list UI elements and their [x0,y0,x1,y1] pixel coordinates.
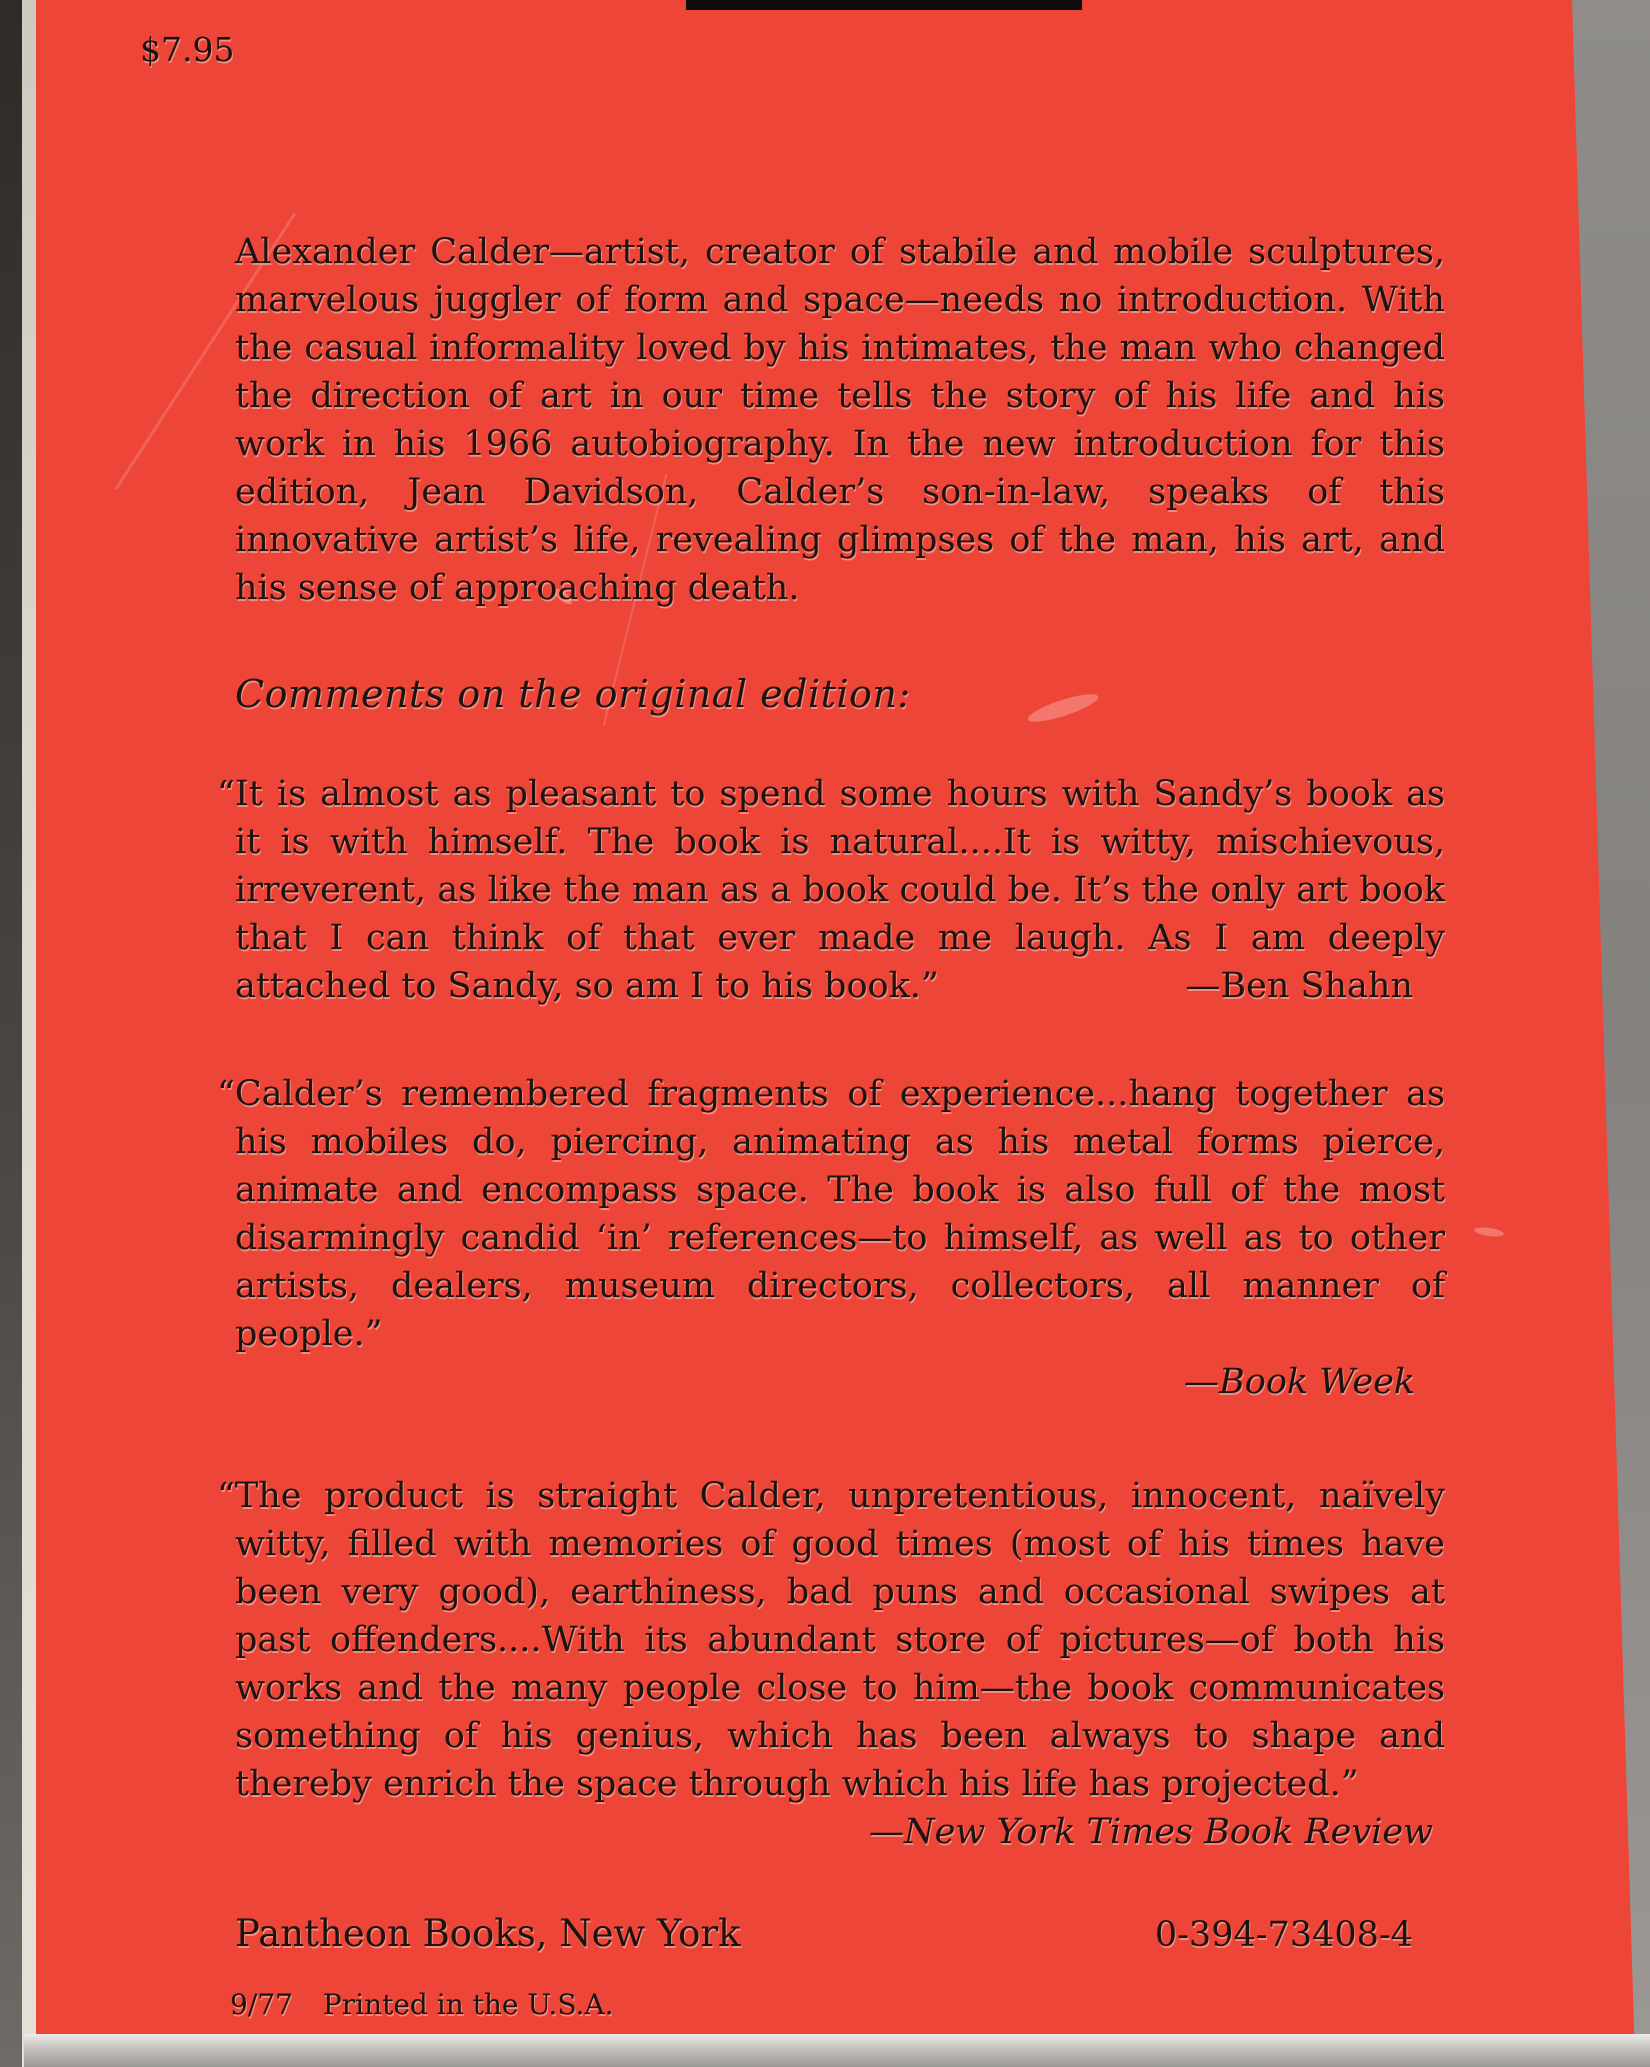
quote-attribution: —Ben Shahn [1185,966,1413,1006]
scanner-edge-shadow [0,0,24,2067]
publisher-line: Pantheon Books, New York [235,1912,741,1955]
printing-line [230,1988,614,2021]
intro-paragraph: Alexander Calder—artist, creator of stabile and mobile sculptures, marvelous juggler of form and space—needs no introduction. With the casual informality loved by his intimates, the man who changed the direction of art in our time tells the story of his life and his work in his 1966 autobiography. In the new introduction for this edition, Jean Davidson, Calder’s son-in-law, speaks of this innovative artist’s life, revealing glimpses of the man, his art, and his sense of approaching death. [235,232,1445,608]
scuff-mark [1474,1226,1505,1238]
isbn-number: 0-394-73408-4 [1154,1915,1413,1955]
printing-code: 9/77 [230,1988,293,2021]
printing-note: Printed in the U.S.A. [322,1988,614,2021]
quote-nyt-book-review [217,1472,1445,1856]
quote-attribution: —Book Week [1184,1362,1415,1402]
price-label: $7.95 [140,30,235,69]
scanner-gap-bar [686,0,1082,10]
quote-ben-shahn [217,770,1445,1010]
quote-text: “Calder’s remembered fragments of experience...hang together as his mobiles do, piercing, animating as his metal forms pierce, animate and encompass space. The book is also full of the most disarmingly candid ‘in’ references—to himself, as well as to other artists, dealers, museum directors, collectors, all manner of people.” [217,1074,1445,1354]
footer-row [235,1912,1445,1955]
quote-text: “It is almost as pleasant to spend some hours with Sandy’s book as it is with himself. The book is natural....It is witty, mischievous, irreverent, as like the man as a book could be. It’s the only art book that I can think of that ever made me laugh. As I am deeply attached to Sandy, so am I to his book.” [217,774,1445,1006]
book-back-cover [36,0,1634,2038]
quote-attribution: —New York Times Book Review [868,1812,1433,1852]
cover-text-column [217,228,1445,1856]
quote-text: “The product is straight Calder, unpretentious, innocent, naïvely witty, filled with memories of good times (most of his times have been very good), earthiness, bad puns and occasional swipes at past offenders....With its abundant store of pictures—of both his works and the many people close to him—the book communicates something of his genius, which has been always to shape and thereby enrich the space through which his life has projected.” [217,1476,1445,1804]
bottom-page-edges [24,2034,1650,2067]
quote-book-week [217,1070,1445,1406]
comments-heading: Comments on the original edition: [235,672,911,716]
